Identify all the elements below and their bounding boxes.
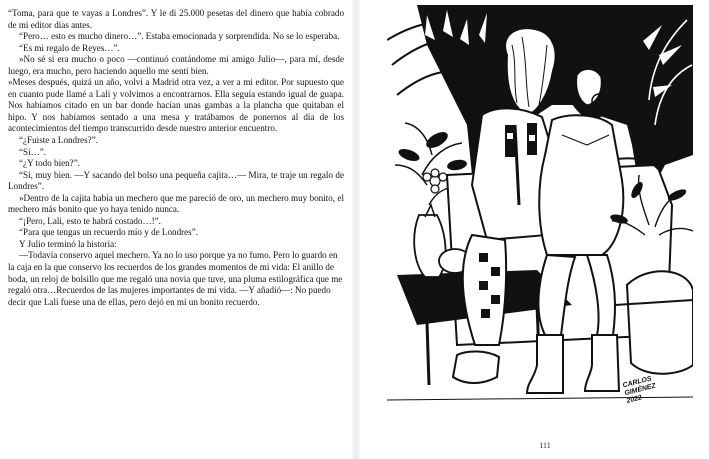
paragraph: »Dentro de la cajita había un mechero que me pareció de oro, un mechero muy bonito, el mechero más bonito que yo haya tenido nunca. [8,192,344,215]
paragraph: “Toma, para que te vayas a Londres”. Y le di 25.000 pesetas del dinero que había cobrado de mi editor días antes. [8,8,344,30]
paragraph: “¿Fuiste a Londres?”. [19,135,99,146]
paragraph: “¡Pero, Lali, esto te habrá costado…!”. [19,215,161,226]
paragraph: “Pero… esto es mucho dinero…”. Estaba emocionada y sorprendida. No se lo esperaba. [19,31,340,42]
paragraph: »No sé si era mucho o poco —continuó contándome mi amigo Julio—, para mí, desde luego, era mucho, pero haciendo aquello me sentí bien. [8,54,344,76]
signature-name: CARLOS GIMÉNEZ [621,375,657,398]
paragraph: “Sí…”. [19,146,47,157]
left-text-page [8,8,344,348]
paragraph: “¿Y todo bien?”. [19,158,81,169]
couple-embracing-drawing [387,5,693,421]
page-number: 111 [539,441,551,450]
paragraph: »Meses después, quizá un año, volví a Madrid otra vez, a ver a mi editor. Por supuesto que en cuanto pude llamé a Lali y volvimos a encontrarnos. Ella seguía estando igual de guapa. Nos habíamos citado en un bar donde hacían unas gambas a la plancha que quitaban el hipo. Y nos habíamos sentado a una mesa y tratábamos de ponernos al día de los acontecimientos del tiempo transcurrido desde nuestro anterior encuentro. [8,77,344,134]
paragraph: Y Julio terminó la historia: [19,238,117,249]
signature-year: 2022 [625,394,643,405]
comic-illustration [387,5,693,421]
book-gutter [352,0,360,459]
paragraph: “Sí, muy bien. —Y sacando del bolso una pequeña cajita…— Mira, te traje un regalo de Londres”. [8,169,344,192]
paragraph: “Para que tengas un recuerdo mío y de Londres”. [19,227,199,238]
paragraph: —Todavía conservo aquel mechero. Ya no lo uso porque ya no fumo. Pero lo guardo en la caja en la que conservo los recuerdos de los grandes momentos de mi vida: El anillo de boda, un reloj de bolsillo que me regaló una novia que tuve, una pluma estilográfica que me regaló otra…Recuerdos de las mujeres importantes de mi vida. —Y añadió—: No puedo decir que Lali fuese una de ellas, pero dejó en mí un bonito recuerdo. [8,250,343,307]
paragraph: “Es mi regalo de Reyes…”. [19,42,120,53]
